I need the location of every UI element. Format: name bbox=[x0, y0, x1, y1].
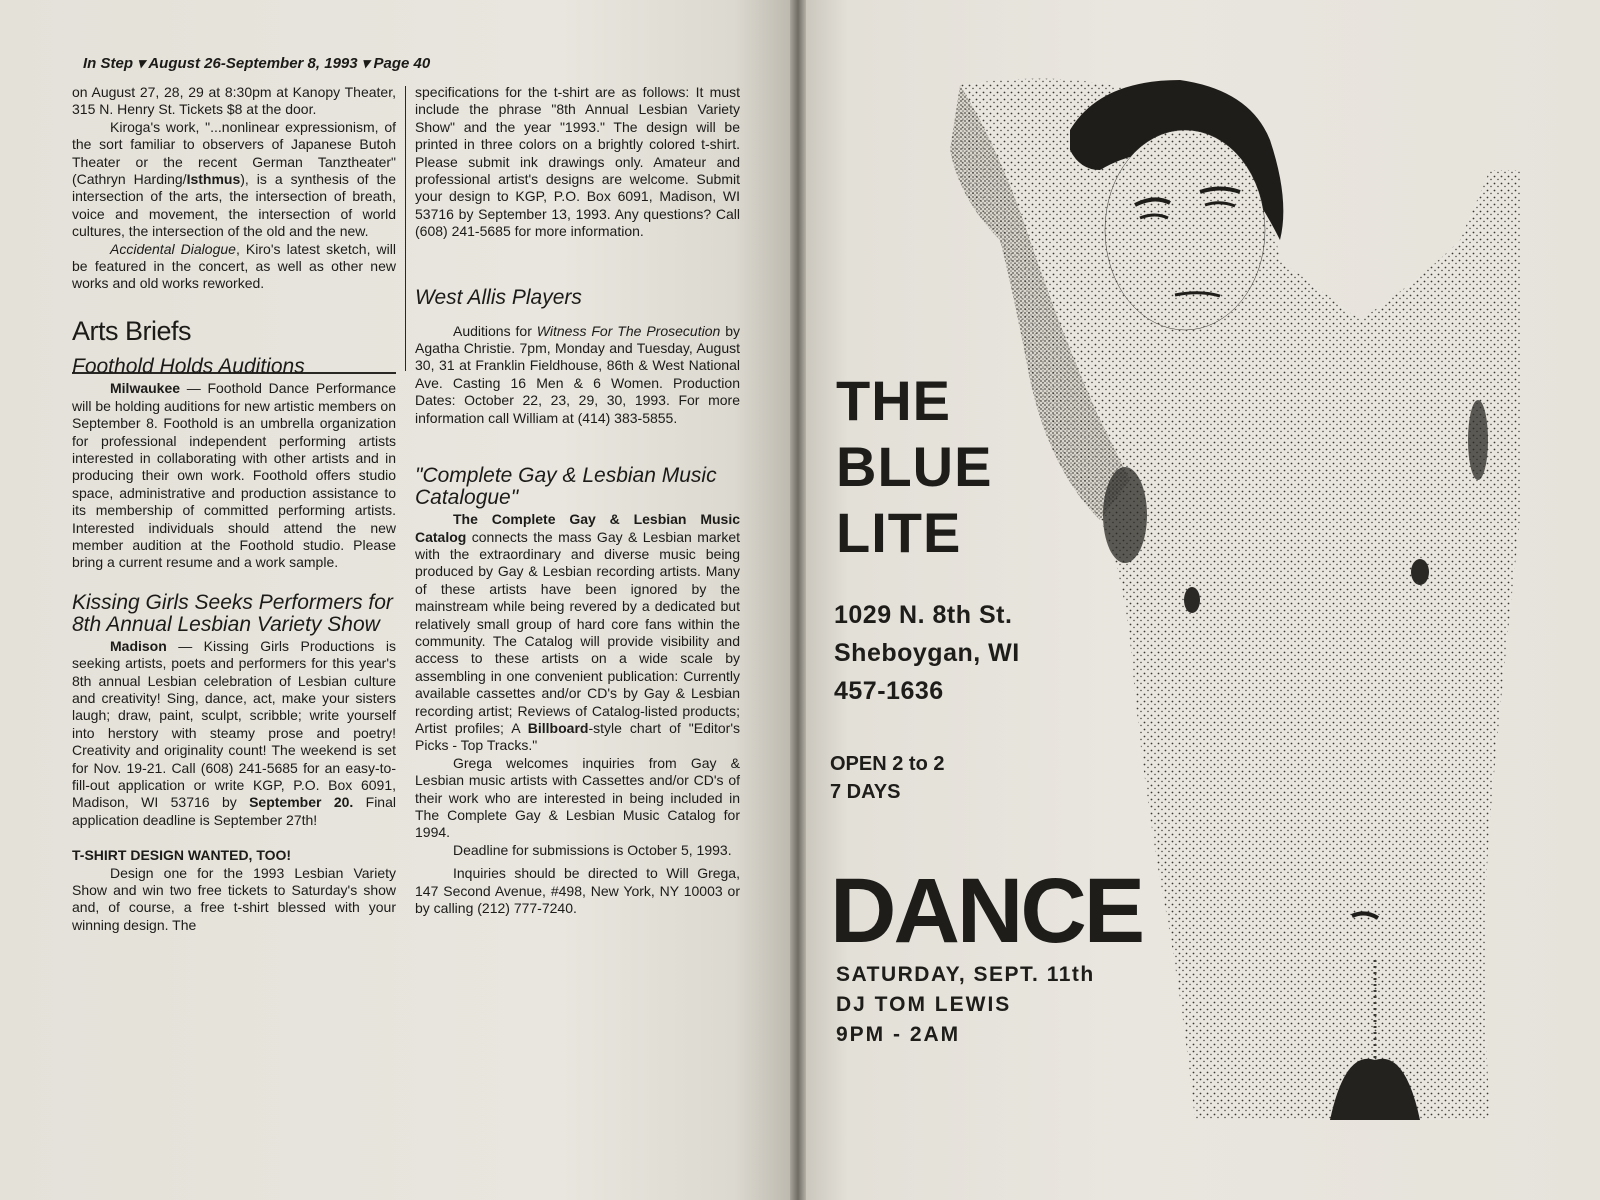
hours-line: OPEN 2 to 2 bbox=[830, 753, 945, 775]
event-date: SATURDAY, SEPT. 11th bbox=[836, 963, 1095, 986]
catalogue-headline: "Complete Gay & Lesbian Music Catalogue" bbox=[415, 464, 717, 510]
issue-dates: August 26-September 8, 1993 bbox=[148, 55, 358, 72]
tshirt-continued-paragraph: specifications for the t-shirt are as follows: It must include the phrase "8th Annual Lesbian Variety Show" and the year "1993." The design will be printed in three colors on a brightly colored t-shirt. Please submit ink drawings only. Amateur and professional artist's designs are welcome. Submit your design to KGP, P.O. Box 6091, Madison, WI 53716 by September 13, 1993. Any questions? Call (608) 241-5685 for more information. bbox=[415, 84, 740, 240]
club-address: 1029 N. 8th St. bbox=[834, 601, 1013, 629]
event-details bbox=[836, 960, 1095, 1050]
club-name bbox=[836, 368, 992, 566]
west-allis-headline: West Allis Players bbox=[415, 285, 582, 309]
armpit-left bbox=[1103, 467, 1147, 563]
header-separator: ▾ bbox=[361, 55, 370, 72]
event-dj: DJ TOM LEWIS bbox=[836, 993, 1012, 1016]
club-name-line: LITE bbox=[836, 501, 962, 564]
column-divider bbox=[405, 86, 406, 371]
page-number: Page 40 bbox=[373, 55, 431, 72]
deadline-paragraph: Deadline for submissions is October 5, 1993. bbox=[453, 841, 732, 858]
publication-name: In Step bbox=[83, 55, 134, 72]
right-column bbox=[415, 84, 740, 917]
section-title: Arts Briefs bbox=[72, 315, 192, 346]
kissing-girls-paragraph: Madison — Kissing Girls Productions is seeking artists, poets and performers for this year's 8th annual Lesbian celebration of Lesbian culture and creativity! Sing, dance, act, make your sisters laugh; draw, paint, sculpt, scribble; write yourself into herstory with steamy prose and poetry! Creativity and originality count! The weekend is set for Nov. 19-21. Call (608) 241-5685 for an easy-to-fill-out application or write KGP, P.O. Box 6091, Madison, WI 53716 by September 20. Final application deadline is September 27th! bbox=[72, 637, 396, 828]
club-hours bbox=[830, 750, 944, 806]
left-column bbox=[72, 84, 396, 934]
left-page bbox=[0, 0, 798, 1200]
club-name-line: BLUE bbox=[836, 435, 993, 498]
west-allis-paragraph: Auditions for Witness For The Prosecution by Agatha Christie. 7pm, Monday and Tuesday, August 30, 31 at Franklin Fieldhouse, 86th & West National Ave. Casting 16 Men & 6 Women. Production Dates: October 22, 23, 29, 30, 1993. For more information call William at (414) 383-5855. bbox=[415, 322, 740, 426]
club-city: Sheboygan, WI bbox=[834, 639, 1020, 667]
kissing-girls-headline: Kissing Girls Seeks Performers for 8th Annual Lesbian Variety Show bbox=[72, 590, 393, 636]
days-line: 7 DAYS bbox=[830, 781, 901, 803]
club-name-line: THE bbox=[836, 369, 951, 432]
kiroga-paragraph: Kiroga's work, "...nonlinear expressionism, of the sort familiar to observers of Japanese Butoh Theater or the recent German Tanztheater" (Cathryn Harding/Isthmus), is a synthesis of the intersection of the arts, the intersection of breath, voice and movement, the intersection of world cultures, the intersection of the old and the new. bbox=[72, 118, 396, 240]
club-phone: 457-1636 bbox=[834, 677, 944, 705]
page-header bbox=[83, 54, 430, 72]
tshirt-paragraph: Design one for the 1993 Lesbian Variety Show and win two free tickets to Saturday's show and, of course, a free t-shirt blessed with your winning design. The bbox=[72, 864, 396, 933]
dance-heading: DANCE bbox=[830, 860, 1143, 962]
right-page bbox=[800, 0, 1600, 1200]
tshirt-headline: T-SHIRT DESIGN WANTED, TOO! bbox=[72, 847, 292, 864]
foothold-headline: Foothold Holds Auditions bbox=[72, 355, 305, 379]
intro-paragraph: on August 27, 28, 29 at 8:30pm at Kanopy Theater, 315 N. Henry St. Tickets $8 at the door. bbox=[72, 84, 396, 118]
event-time: 9PM - 2AM bbox=[836, 1023, 961, 1046]
grega-paragraph: Grega welcomes inquiries from Gay & Lesbian music artists with Cassettes and/or CD's of their work who are interested in being included in The Complete Gay & Lesbian Music Catalog for 1994. bbox=[415, 754, 740, 841]
armpit-right bbox=[1468, 400, 1488, 480]
accidental-dialogue-paragraph: Accidental Dialogue, Kiro's latest sketch, will be featured in the concert, as well as other new works and old works reworked. bbox=[72, 240, 397, 292]
inquiries-paragraph: Inquiries should be directed to Will Grega, 147 Second Avenue, #498, New York, NY 10003 or by calling (212) 777-7240. bbox=[415, 865, 740, 917]
header-separator: ▾ bbox=[137, 55, 145, 72]
foothold-paragraph: Milwaukee — Foothold Dance Performance will be holding auditions for new artistic members on September 8. Foothold is an umbrella organization for professional independent performing artists interested in collaborating with other artists and in producing their own work. Foothold offers studio space, administrative and production assistance to its membership of committed performing artists. Interested individuals should attend the new member audition at the Foothold studio. Please bring a current resume and a work sample. bbox=[72, 380, 396, 571]
nipple-right bbox=[1411, 559, 1429, 585]
club-address-block bbox=[834, 596, 1020, 710]
book-gutter bbox=[790, 0, 806, 1200]
nipple-left bbox=[1184, 587, 1200, 613]
catalogue-paragraph: The Complete Gay & Lesbian Music Catalog connects the mass Gay & Lesbian market with the extraordinary and diverse music being produced by Gay & Lesbian recording artists. Many of these artists have been ignored by the mainstream while being revered by a dedicated but relatively small group of hard core fans within the community. The Catalog will provide visibility and access to these artists on a wide scale by assembling in one convenient publication: Currently available cassettes and/or CD's by Gay & Lesbian recording artist; Reviews of Catalog-listed products; Artist profiles; A Billboard-style chart of "Editor's Picks - Top Tracks." bbox=[415, 511, 740, 754]
face bbox=[1105, 130, 1265, 330]
